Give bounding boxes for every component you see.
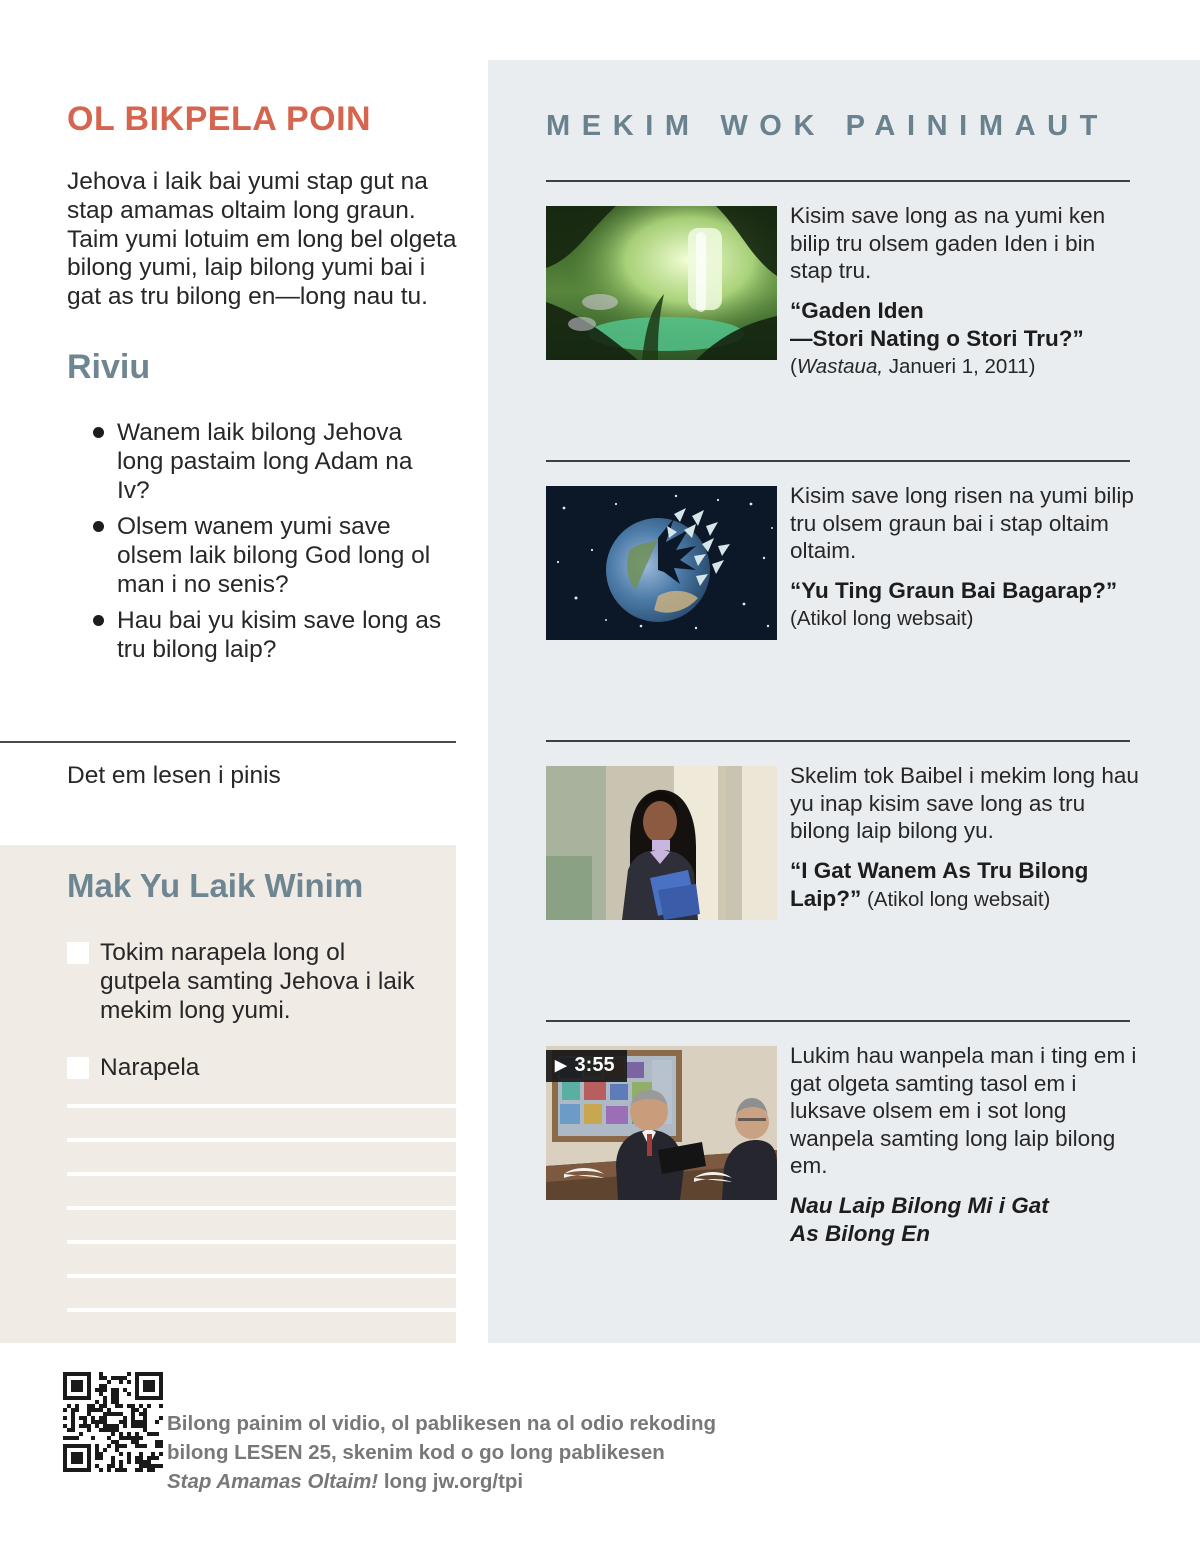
bullet-text: Wanem laik bilong Jehova long pastaim long Adam na Iv? (117, 419, 413, 504)
bullet-text: Hau bai yu kisim save long as tru bilong laip? (117, 607, 442, 663)
video-title: Nau Laip Bilong Mi i Gat As Bilong En (790, 1192, 1049, 1246)
item-source: (Atikol long websait) (790, 606, 974, 630)
checkbox[interactable] (67, 1057, 89, 1079)
footer-line-1: Bilong painim ol vidio, ol pablikesen na ol odio rekoding (167, 1412, 716, 1435)
item-body: Kisim save long risen na yumi bilip tru olsem graun bai i stap oltaim oltaim. (790, 483, 1134, 563)
bullet-text: Olsem wanem yumi save olsem laik bilong God long ol man i no senis? (117, 513, 431, 598)
review-bullet (67, 606, 447, 664)
writing-line[interactable] (67, 1138, 456, 1142)
goal-label: Narapela (100, 1054, 200, 1081)
review-bullet-list (67, 418, 447, 671)
item-title: “Gaden Iden —Stori Nating o Stori Tru?” (Wastaua, Janueri 1, 2011) (790, 297, 1142, 381)
footer-note (167, 1409, 727, 1496)
review-bullet (67, 418, 447, 505)
review-bullet (67, 512, 447, 599)
writing-line[interactable] (67, 1240, 456, 1244)
qr-code (63, 1372, 163, 1472)
goals-box (0, 845, 456, 1343)
goal-label: Tokim narapela long ol gutpela samting Jehova i laik mekim long yumi. (100, 939, 415, 1024)
goals-heading: Mak Yu Laik Winim (67, 867, 364, 904)
goal-item (67, 938, 427, 1025)
bullet-dot-icon (93, 615, 104, 626)
main-points-heading: OL BIKPELA POIN (67, 100, 372, 138)
lesson-date-label: Det em lesen i pinis (67, 762, 281, 789)
intro-paragraph: Jehova i laik bai yumi stap gut na stap amamas oltaim long graun. Taim yumi lotuim em long bel olgeta bilong yumi, laip bilong yumi bai i gat as tru bilong en—long nau tu. (67, 168, 457, 311)
row-divider (546, 460, 1130, 462)
garden-of-eden-image[interactable] (546, 206, 777, 360)
research-panel-heading: MEKIM WOK PAINIMAUT (546, 110, 1109, 142)
bullet-dot-icon (93, 521, 104, 532)
writing-line[interactable] (67, 1274, 456, 1278)
row-divider (546, 740, 1130, 742)
writing-line[interactable] (67, 1172, 456, 1176)
writing-line[interactable] (67, 1206, 456, 1210)
item-body: Lukim hau wanpela man i ting em i gat olgeta samting tasol em i luksave olsem em i sot long wanpela samting long laip bilong em. (790, 1043, 1137, 1178)
research-item-text (790, 762, 1142, 914)
row-divider (546, 180, 1130, 182)
left-divider (0, 741, 456, 743)
woman-with-folders-image[interactable] (546, 766, 777, 920)
research-item-text (790, 1042, 1142, 1248)
review-heading: Riviu (67, 348, 151, 386)
video-duration-badge (546, 1050, 627, 1082)
research-item-text (790, 482, 1142, 633)
item-body: Skelim tok Baibel i mekim long hau yu inap kisim save long as tru bilong laip bilong yu. (790, 763, 1139, 843)
video-duration: 3:55 (574, 1054, 615, 1076)
footer-line-3: Stap Amamas Oltaim! long jw.org/tpi (167, 1470, 524, 1493)
play-icon: ▶ (555, 1057, 567, 1074)
research-item-text (790, 202, 1142, 381)
item-title: “I Gat Wanem As Tru Bilong Laip?” (Atikol long websait) (790, 857, 1089, 911)
writing-line[interactable] (67, 1104, 456, 1108)
footer-line-2: bilong LESEN 25, skenim kod o go long pablikesen (167, 1441, 665, 1464)
goal-item (67, 1053, 427, 1082)
item-source: (Wastaua, Janueri 1, 2011) (790, 354, 1036, 378)
row-divider (546, 1020, 1130, 1022)
item-body: Kisim save long as na yumi ken bilip tru olsem gaden Iden i bin stap tru. (790, 203, 1106, 283)
checkbox[interactable] (67, 942, 89, 964)
bullet-dot-icon (93, 427, 104, 438)
writing-line[interactable] (67, 1308, 456, 1312)
shattered-earth-image[interactable] (546, 486, 777, 640)
video-thumbnail[interactable] (546, 1046, 777, 1200)
item-title: “Yu Ting Graun Bai Bagarap?” (Atikol long websait) (790, 577, 1142, 633)
research-panel (488, 60, 1200, 1343)
item-source: (Atikol long websait) (861, 887, 1051, 911)
